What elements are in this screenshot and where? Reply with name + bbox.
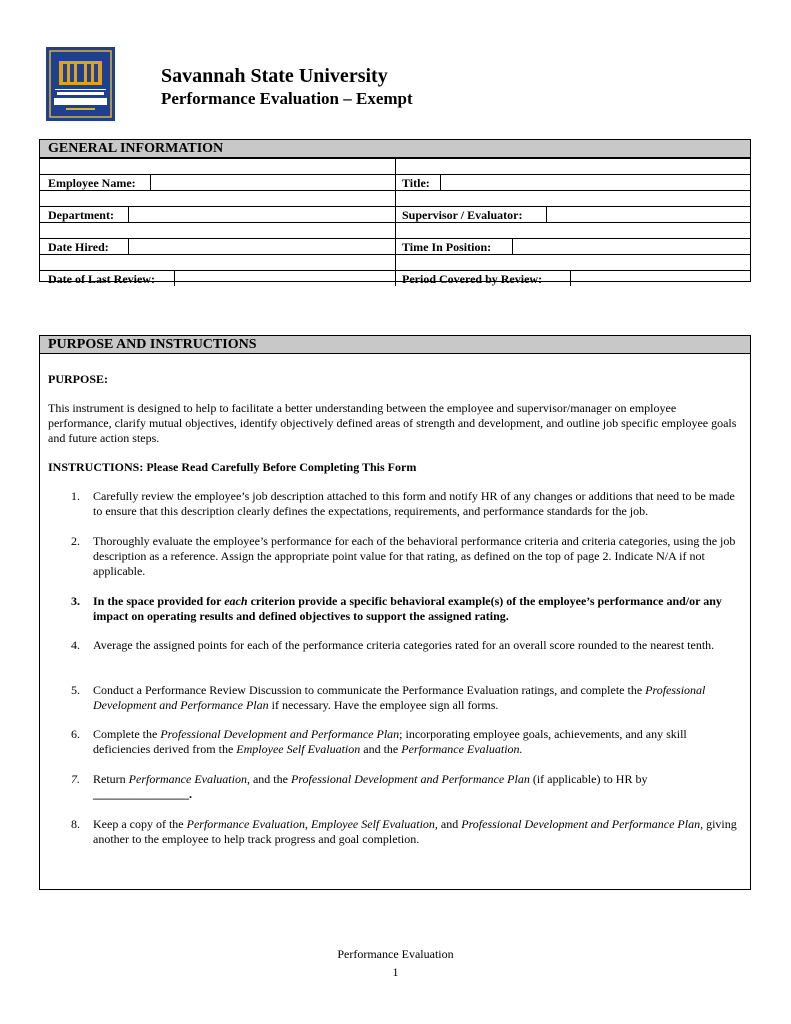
- page-subtitle: Performance Evaluation – Exempt: [161, 89, 413, 108]
- time-in-position-label: Time In Position:: [402, 240, 492, 254]
- general-information-section: [39, 139, 751, 286]
- footer-label: Performance Evaluation: [337, 947, 454, 961]
- date-hired-row: [40, 238, 750, 254]
- spacer-row: [40, 222, 750, 238]
- university-logo: [46, 47, 115, 121]
- time-in-position-field[interactable]: [512, 239, 513, 254]
- period-covered-label: Period Covered by Review:: [402, 272, 543, 286]
- date-last-review-field[interactable]: [174, 271, 175, 286]
- department-label: Department:: [48, 208, 114, 222]
- spacer-row: [40, 190, 750, 206]
- date-hired-label: Date Hired:: [48, 240, 109, 254]
- supervisor-field[interactable]: [546, 207, 547, 222]
- date-last-review-label: Date of Last Review:: [48, 272, 155, 286]
- return-by-blank: ________________.: [93, 787, 192, 801]
- page-number: 1: [392, 965, 399, 979]
- title-label: Title:: [402, 176, 430, 190]
- purpose-text: This instrument is designed to help to facilitate a better understanding between the employee and supervisor/manager on employee performance, clarify mutual objectives, identify objectively defined areas of strength and development, and outline job specific employee goals and future action steps.: [48, 401, 737, 445]
- instructions-label: INSTRUCTIONS: Please Read Carefully Before Completing This Form: [48, 460, 417, 474]
- department-field[interactable]: [128, 207, 129, 222]
- purpose-label: PURPOSE:: [48, 372, 108, 386]
- spacer-row: [40, 158, 750, 174]
- spacer-row: [40, 254, 750, 270]
- general-information-heading: GENERAL INFORMATION: [40, 140, 750, 158]
- date-last-review-row: [40, 270, 750, 286]
- employee-name-row: [40, 174, 750, 190]
- department-row: [40, 206, 750, 222]
- page-title: Savannah State University: [161, 65, 388, 87]
- employee-name-field[interactable]: [150, 175, 151, 190]
- title-field[interactable]: [440, 175, 441, 190]
- employee-name-label: Employee Name:: [48, 176, 136, 190]
- supervisor-label: Supervisor / Evaluator:: [402, 208, 523, 222]
- purpose-instructions-section: PURPOSE AND INSTRUCTIONS PURPOSE: This instrument is designed to help to facilitate a better understanding between the employee and supervisor/manager on employee performance, clarify mutual objectives, identify objectively defined areas of strength and development, and outline job specific employee goals and future action steps. INSTRUCTIONS: Please Read Carefully Before Completing This Form 1. Carefully review the employee’s job description attached to this form and notify HR of any changes or additions that need to be made to ensure that this description clearly defines the expectations, requirements, and performance standards for the job. 2. Thoroughly evaluate the employee’s performance for each of the behavioral performance criteria and criteria categories, using the job description as a reference. Assign the appropriate point value for that rating, as defined on the top of page 2. Indicate N/A if not applicable. 3. In the space provided for each criterion provide a specific behavioral example(s) of the employee’s performance and/or any impact on operating results and defined objectives to support the assigned rating. 4. Average the assigned points for each of the performance criteria categories rated for an overall score rounded to the nearest tenth. 5. Conduct a Performance Review Discussion to communicate the Performance Evaluation ratings, and complete the Professional Development and Performance Plan if necessary. Have the employee sign all forms. 6. Complete the Professional Development and Performance Plan; incorporating employee goals, achievements, and any skill deficiencies derived from the Employee Self Evaluation and the Performance Evaluation. 7. Return Performance Evaluation, and the Professional Development and Performance Plan (if applicable) to HR by ________________. 8. Keep a copy of the Performance Evaluation, Employee Self Evaluation, and Professional Development and Performance Plan, giving another to the employee to help track progress and goal completion.: [39, 335, 751, 890]
- date-hired-field[interactable]: [128, 239, 129, 254]
- purpose-instructions-heading: PURPOSE AND INSTRUCTIONS: [40, 336, 750, 354]
- period-covered-field[interactable]: [570, 271, 571, 286]
